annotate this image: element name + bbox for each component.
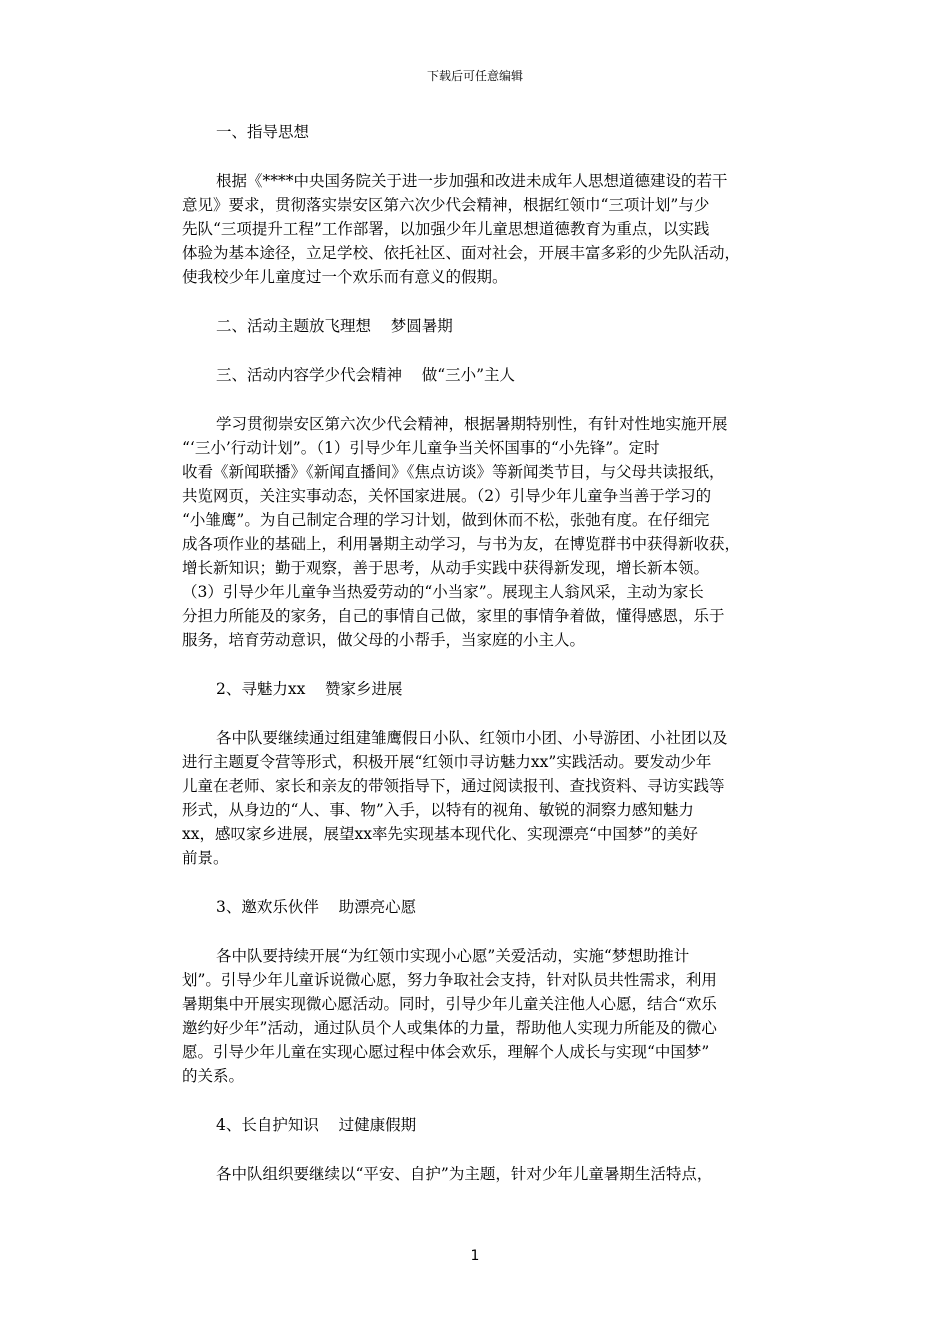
paragraph-activity-content xyxy=(182,412,778,652)
text-line: 先队“三项提升工程”工作部署，以加强少年儿童思想道德教育为重点，以实践 xyxy=(182,220,710,238)
text-line: 根据《****中央国务院关于进一步加强和改进未成年人思想道德建设的若干 xyxy=(216,172,728,190)
text-line: 前景。 xyxy=(182,849,229,867)
page-number: 1 xyxy=(470,1248,480,1264)
section-heading-charm: 2、寻魅力xx 赞家乡进展 xyxy=(216,680,403,698)
paragraph-wishes xyxy=(182,944,778,1088)
text-line: 进行主题夏令营等形式，积极开展“红领巾寻访魅力xx”实践活动。要发动少年 xyxy=(182,753,712,771)
document-body xyxy=(182,120,778,1211)
section-heading-wishes: 3、邀欢乐伙伴 助漂亮心愿 xyxy=(216,898,417,916)
page-header: 下载后可任意编辑 xyxy=(426,69,523,83)
text-line: 暑期集中开展实现微心愿活动。同时，引导少年儿童关注他人心愿，结合“欢乐 xyxy=(182,995,717,1013)
text-line: 意见》要求，贯彻落实崇安区第六次少代会精神，根据红领巾“三项计划”与少 xyxy=(182,196,710,214)
text-line: 增长新知识；勤于观察，善于思考，从动手实践中获得新发现，增长新本领。 xyxy=(182,559,710,577)
text-line: 各中队要继续通过组建雏鹰假日小队、红领巾小团、小导游团、小社团以及 xyxy=(216,729,728,747)
text-line: 学习贯彻崇安区第六次少代会精神，根据暑期特别性，有针对性地实施开展 xyxy=(216,415,728,433)
text-line: 收看《新闻联播》《新闻直播间》《焦点访谈》等新闻类节目，与父母共读报纸， xyxy=(182,463,725,481)
text-line: 愿。引导少年儿童在实现心愿过程中体会欢乐，理解个人成长与实现“中国梦” xyxy=(182,1043,710,1061)
section-heading-activity-theme: 二、活动主题放飞理想 梦圆暑期 xyxy=(216,317,453,335)
section-heading-guiding-thought: 一、指导思想 xyxy=(216,123,310,141)
paragraph-charm xyxy=(182,726,778,870)
text-line: （3）引导少年儿童争当热爱劳动的“小当家”。展现主人翁风采，主动为家长 xyxy=(182,583,704,601)
section-heading-activity-content: 三、活动内容学少代会精神 做“三小”主人 xyxy=(216,366,516,384)
text-line: 使我校少年儿童度过一个欢乐而有意义的假期。 xyxy=(182,268,508,286)
text-line: 各中队要持续开展“为红领巾实现小心愿”关爱活动，实施“梦想助推计 xyxy=(216,947,690,965)
text-line: 成各项作业的基础上，利用暑期主动学习，与书为友，在博览群书中获得新收获， xyxy=(182,535,741,553)
text-line: 儿童在老师、家长和亲友的带领指导下，通过阅读报刊、查找资料、寻访实践等 xyxy=(182,777,725,795)
text-line: 的关系。 xyxy=(182,1067,245,1085)
section-heading-safety: 4、长自护知识 过健康假期 xyxy=(216,1116,417,1134)
text-line: xx，感叹家乡进展，展望xx率先实现基本现代化、实现漂亮“中国梦”的美好 xyxy=(182,825,698,843)
text-line: “小雏鹰”。为自己制定合理的学习计划，做到休而不松，张弛有度。在仔细完 xyxy=(182,511,710,529)
text-line: 共览网页，关注实事动态，关怀国家进展。（2）引导少年儿童争当善于学习的 xyxy=(182,487,712,505)
text-line: “‘三小’行动计划”。（1）引导少年儿童争当关怀国事的“小先锋”。定时 xyxy=(182,439,660,457)
text-line: 邀约好少年”活动，通过队员个人或集体的力量，帮助他人实现力所能及的微心 xyxy=(182,1019,717,1037)
text-line: 划”。引导少年儿童诉说微心愿，努力争取社会支持，针对队员共性需求，利用 xyxy=(182,971,717,989)
text-line: 形式，从身边的“人、事、物”入手，以特有的视角、敏锐的洞察力感知魅力 xyxy=(182,801,694,819)
paragraph-guiding-thought xyxy=(182,169,778,289)
text-line: 分担力所能及的家务，自己的事情自己做，家里的事情争着做，懂得感恩，乐于 xyxy=(182,607,725,625)
text-line: 体验为基本途径，立足学校、依托社区、面对社会，开展丰富多彩的少先队活动， xyxy=(182,244,741,262)
text-line: 各中队组织要继续以“平安、自护”为主题，针对少年儿童暑期生活特点， xyxy=(216,1165,713,1183)
paragraph-safety xyxy=(182,1162,778,1186)
text-line: 服务，培育劳动意识，做父母的小帮手，当家庭的小主人。 xyxy=(182,631,586,649)
